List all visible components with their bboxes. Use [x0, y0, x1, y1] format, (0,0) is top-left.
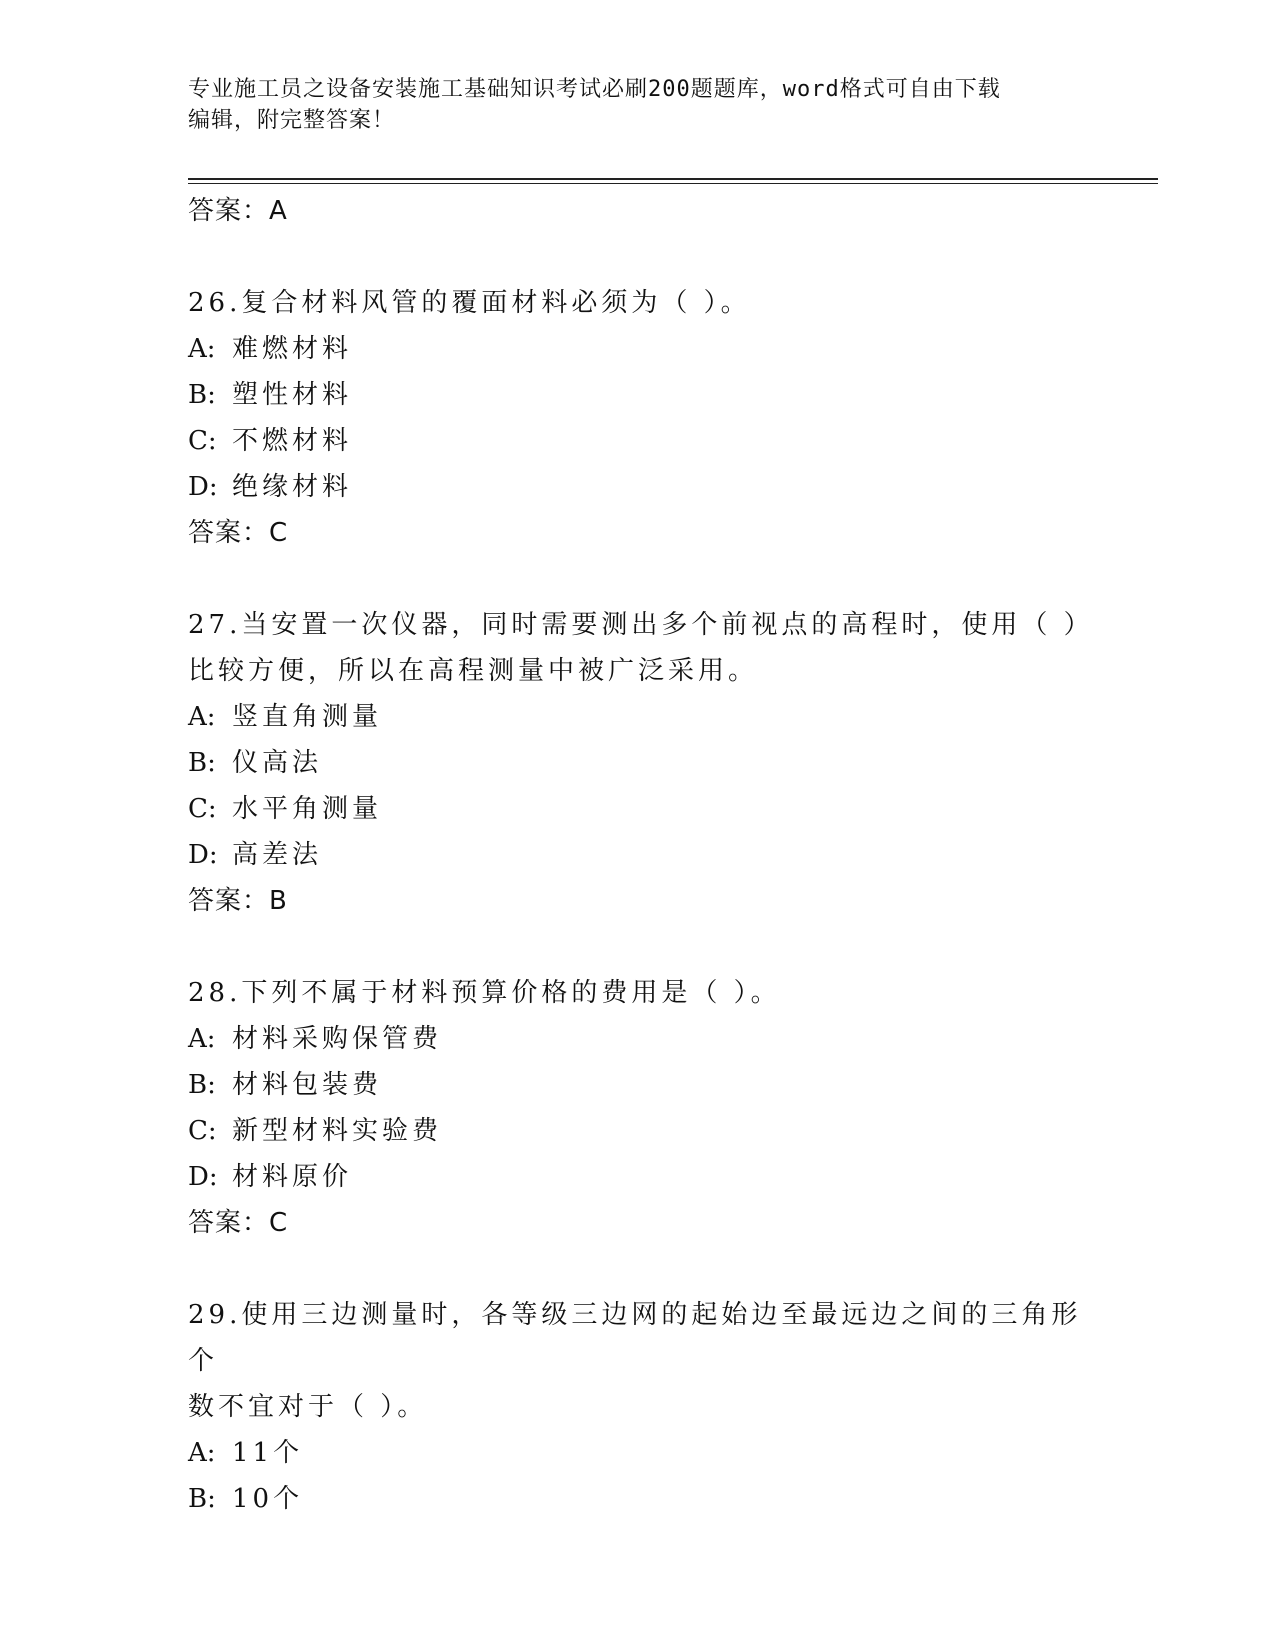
option-a	[188, 1430, 1088, 1476]
option-key: D:	[188, 840, 218, 870]
option-key: A:	[188, 334, 216, 364]
option-b	[188, 740, 1088, 786]
option-key: B:	[188, 1484, 216, 1514]
question-text: 29.使用三边测量时，各等级三边网的起始边至最远边之间的三角形个	[188, 1300, 1082, 1376]
option-text: 塑性材料	[232, 380, 353, 410]
answer-label: 答案：C	[188, 518, 289, 548]
question-text: 28.下列不属于材料预算价格的费用是（ ）。	[188, 978, 781, 1008]
option-key: C:	[188, 1116, 217, 1146]
option-b	[188, 1062, 1088, 1108]
option-text: 材料原价	[232, 1162, 353, 1192]
answer-label: 答案：A	[188, 196, 288, 226]
option-key: C:	[188, 794, 217, 824]
question-text-continuation: 数不宜对于（ ）。	[188, 1392, 428, 1422]
option-c	[188, 786, 1088, 832]
option-text: 水平角测量	[232, 794, 383, 824]
option-key: A:	[188, 702, 216, 732]
answer-label: 答案：B	[188, 886, 288, 916]
option-c	[188, 418, 1088, 464]
question-text: 27.当安置一次仪器，同时需要测出多个前视点的高程时，使用（ ）	[188, 610, 1094, 640]
option-key: C:	[188, 426, 217, 456]
option-a	[188, 694, 1088, 740]
option-text: 仪高法	[232, 748, 323, 778]
option-d	[188, 1154, 1088, 1200]
option-text: 新型材料实验费	[232, 1116, 443, 1146]
option-key: A:	[188, 1024, 216, 1054]
header-divider	[188, 178, 1158, 184]
option-text: 11个	[232, 1438, 304, 1468]
option-text: 10个	[232, 1484, 304, 1514]
option-c	[188, 1108, 1088, 1154]
option-text: 不燃材料	[232, 426, 353, 456]
option-key: B:	[188, 380, 216, 410]
option-d	[188, 832, 1088, 878]
option-d	[188, 464, 1088, 510]
option-key: A:	[188, 1438, 216, 1468]
option-a	[188, 326, 1088, 372]
question-29	[188, 1292, 1088, 1522]
option-key: B:	[188, 748, 216, 778]
option-text: 竖直角测量	[232, 702, 383, 732]
option-text: 材料包装费	[232, 1070, 383, 1100]
question-26	[188, 280, 1088, 556]
option-key: D:	[188, 1162, 218, 1192]
question-list	[188, 188, 1094, 1522]
document-header	[188, 74, 1068, 136]
header-title-line-2: 编辑，附完整答案！	[188, 108, 396, 133]
question-27	[188, 602, 1094, 924]
option-b	[188, 1476, 1088, 1522]
option-text: 难燃材料	[232, 334, 353, 364]
header-title-line-1: 专业施工员之设备安装施工基础知识考试必刷200题题库，word格式可自由下载	[188, 77, 1001, 102]
answer-label: 答案：C	[188, 1208, 289, 1238]
option-text: 绝缘材料	[232, 472, 353, 502]
option-a	[188, 1016, 1088, 1062]
question-text-continuation: 比较方便，所以在高程测量中被广泛采用。	[188, 656, 759, 686]
option-text: 高差法	[232, 840, 323, 870]
option-b	[188, 372, 1088, 418]
option-key: D:	[188, 472, 218, 502]
question-text: 26.复合材料风管的覆面材料必须为（ ）。	[188, 288, 751, 318]
option-text: 材料采购保管费	[232, 1024, 443, 1054]
question-28	[188, 970, 1088, 1246]
option-key: B:	[188, 1070, 216, 1100]
